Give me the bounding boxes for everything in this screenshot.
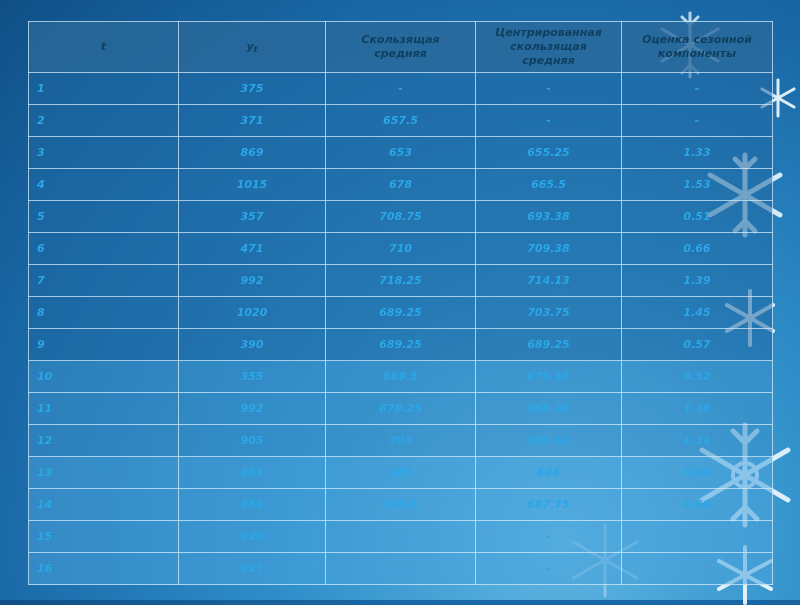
- cell-t: 1: [29, 73, 179, 105]
- table-row: [29, 265, 773, 297]
- cell-y: 927: [179, 553, 326, 585]
- cell-t: 6: [29, 233, 179, 265]
- table-row: [29, 457, 773, 489]
- cell-t: 2: [29, 105, 179, 137]
- cell-moving-average: 685: [326, 457, 476, 489]
- cell-centered-moving-average: -: [476, 73, 622, 105]
- cell-y: 355: [179, 361, 326, 393]
- cell-t: 11: [29, 393, 179, 425]
- cell-centered-moving-average: 703.75: [476, 297, 622, 329]
- cell-y: 357: [179, 201, 326, 233]
- header-seasonal-estimate: [622, 22, 773, 73]
- cell-moving-average: -: [326, 73, 476, 105]
- cell-y: 992: [179, 265, 326, 297]
- header-t-label: t: [100, 40, 107, 54]
- header-centered-moving-average-label: Центрированная скользящая средняя: [495, 26, 602, 67]
- cell-y: 461: [179, 457, 326, 489]
- cell-y: 869: [179, 137, 326, 169]
- table-row: [29, 521, 773, 553]
- cell-centered-moving-average: -: [476, 521, 622, 553]
- table-row: [29, 201, 773, 233]
- cell-centered-moving-average: -: [476, 553, 622, 585]
- table-row: [29, 297, 773, 329]
- cell-seasonal-estimate: -: [622, 521, 773, 553]
- cell-centered-moving-average: 687.75: [476, 489, 622, 521]
- table-row: [29, 393, 773, 425]
- table-row: [29, 233, 773, 265]
- cell-seasonal-estimate: 0.57: [622, 329, 773, 361]
- table-row: [29, 361, 773, 393]
- cell-seasonal-estimate: -: [622, 73, 773, 105]
- cell-seasonal-estimate: -: [622, 105, 773, 137]
- cell-t: 4: [29, 169, 179, 201]
- cell-t: 10: [29, 361, 179, 393]
- cell-seasonal-estimate: 0.51: [622, 201, 773, 233]
- table-body: [29, 73, 773, 585]
- cell-moving-average: 710: [326, 233, 476, 265]
- cell-y: 375: [179, 73, 326, 105]
- table-row: [29, 105, 773, 137]
- cell-moving-average: 689.25: [326, 297, 476, 329]
- cell-y: 920: [179, 521, 326, 553]
- cell-seasonal-estimate: 1.53: [622, 169, 773, 201]
- cell-centered-moving-average: 689.25: [476, 329, 622, 361]
- cell-centered-moving-average: 668.38: [476, 393, 622, 425]
- header-moving-average: [326, 22, 476, 73]
- cell-moving-average: 708.75: [326, 201, 476, 233]
- cell-seasonal-estimate: 0.52: [622, 361, 773, 393]
- seasonal-analysis-table-container: [28, 21, 772, 584]
- cell-t: 15: [29, 521, 179, 553]
- header-centered-moving-average: [476, 22, 622, 73]
- cell-seasonal-estimate: 0.66: [622, 457, 773, 489]
- cell-y: 454: [179, 489, 326, 521]
- cell-seasonal-estimate: 1.48: [622, 393, 773, 425]
- cell-y: 390: [179, 329, 326, 361]
- cell-seasonal-estimate: 1.39: [622, 265, 773, 297]
- cell-centered-moving-average: 693.38: [476, 201, 622, 233]
- cell-moving-average: -: [326, 553, 476, 585]
- cell-seasonal-estimate: 0.66: [622, 489, 773, 521]
- table-row: [29, 553, 773, 585]
- cell-t: 7: [29, 265, 179, 297]
- cell-centered-moving-average: 714.13: [476, 265, 622, 297]
- cell-moving-average: -: [326, 521, 476, 553]
- cell-moving-average: 718.25: [326, 265, 476, 297]
- cell-moving-average: 669.5: [326, 361, 476, 393]
- cell-t: 16: [29, 553, 179, 585]
- header-y-subscript: t: [253, 44, 258, 54]
- cell-centered-moving-average: 709.38: [476, 233, 622, 265]
- table-row: [29, 73, 773, 105]
- cell-moving-average: 678: [326, 169, 476, 201]
- seasonal-analysis-table: [28, 21, 773, 585]
- cell-moving-average: 678.25: [326, 393, 476, 425]
- cell-y: 1015: [179, 169, 326, 201]
- cell-seasonal-estimate: 1.31: [622, 425, 773, 457]
- table-row: [29, 425, 773, 457]
- cell-moving-average: 657.5: [326, 105, 476, 137]
- cell-t: 13: [29, 457, 179, 489]
- cell-seasonal-estimate: 1.33: [622, 137, 773, 169]
- cell-moving-average: 703: [326, 425, 476, 457]
- table-row: [29, 169, 773, 201]
- cell-t: 12: [29, 425, 179, 457]
- header-t: [29, 22, 179, 73]
- cell-y: 905: [179, 425, 326, 457]
- cell-moving-average: 690.5: [326, 489, 476, 521]
- cell-centered-moving-average: 694: [476, 457, 622, 489]
- cell-y: 471: [179, 233, 326, 265]
- cell-centered-moving-average: 679.38: [476, 361, 622, 393]
- table-header: [29, 22, 773, 73]
- header-row: [29, 22, 773, 73]
- table-row: [29, 329, 773, 361]
- cell-moving-average: 689.25: [326, 329, 476, 361]
- cell-t: 14: [29, 489, 179, 521]
- cell-centered-moving-average: -: [476, 105, 622, 137]
- cell-t: 8: [29, 297, 179, 329]
- table-row: [29, 137, 773, 169]
- cell-seasonal-estimate: -: [622, 553, 773, 585]
- cell-centered-moving-average: 690.63: [476, 425, 622, 457]
- cell-y: 371: [179, 105, 326, 137]
- cell-t: 3: [29, 137, 179, 169]
- cell-t: 5: [29, 201, 179, 233]
- header-moving-average-label: Скользящая средняя: [361, 33, 440, 60]
- cell-seasonal-estimate: 0.66: [622, 233, 773, 265]
- cell-moving-average: 653: [326, 137, 476, 169]
- cell-centered-moving-average: 665.5: [476, 169, 622, 201]
- table-row: [29, 489, 773, 521]
- header-y-label: y: [246, 39, 254, 53]
- header-seasonal-estimate-label: Оценка сезонной компоненты: [642, 33, 752, 60]
- cell-t: 9: [29, 329, 179, 361]
- cell-seasonal-estimate: 1.45: [622, 297, 773, 329]
- cell-y: 992: [179, 393, 326, 425]
- header-y: [179, 22, 326, 73]
- cell-centered-moving-average: 655.25: [476, 137, 622, 169]
- cell-y: 1020: [179, 297, 326, 329]
